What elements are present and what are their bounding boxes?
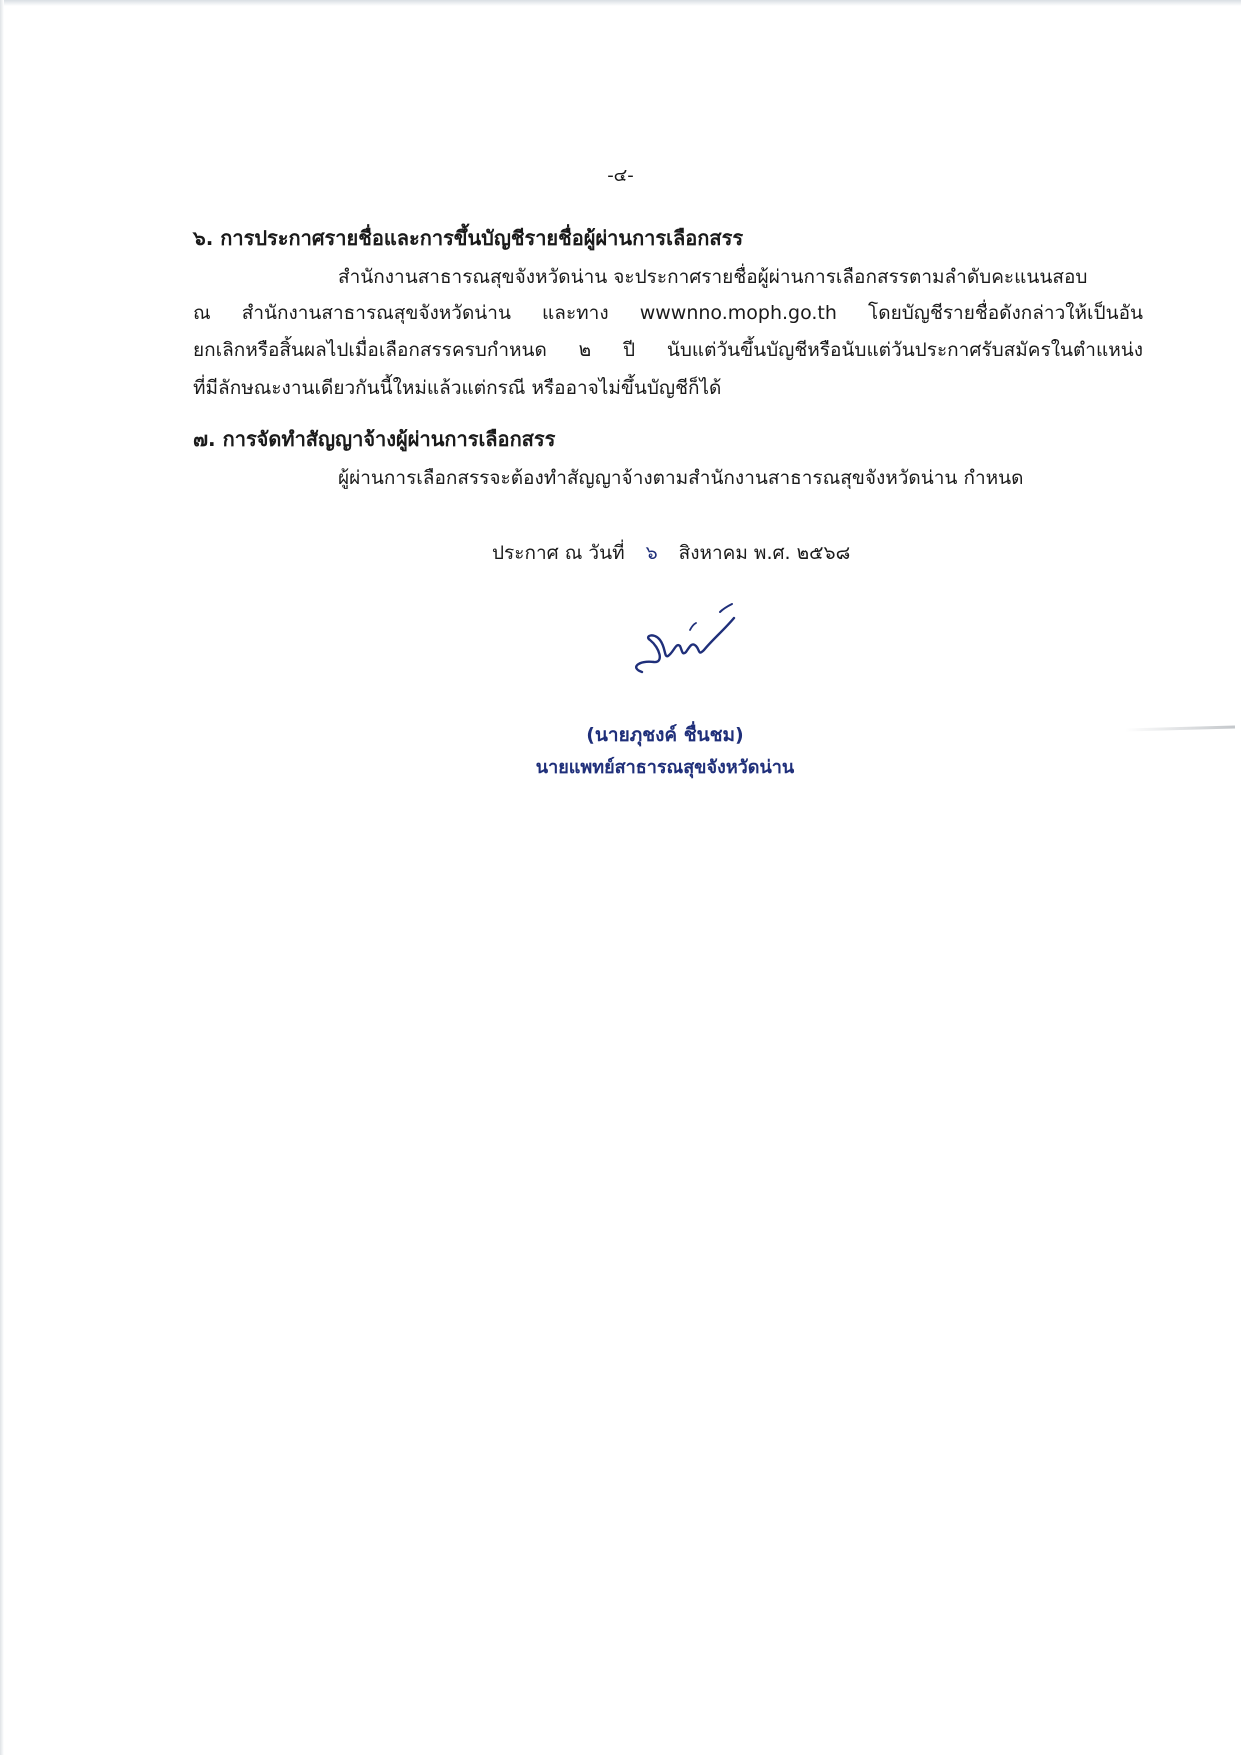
handwritten-signature [620, 590, 740, 680]
section-6-line-1: สำนักงานสาธารณสุขจังหวัดน่าน จะประกาศรายชื่อผู้ผ่านการเลือกสรรตามลำดับคะแนนสอบ [338, 266, 1088, 288]
signer-title: นายแพทย์สาธารณสุขจังหวัดน่าน [535, 757, 795, 778]
section-6-heading: ๖. การประกาศรายชื่อและการขึ้นบัญชีรายชื่อผู้ผ่านการเลือกสรร [193, 226, 744, 250]
section-7-line-1: ผู้ผ่านการเลือกสรรจะต้องทำสัญญาจ้างตามสำนักงานสาธารณสุขจังหวัดน่าน กำหนด [338, 467, 1024, 489]
page-number: -๔- [607, 165, 634, 186]
section-6-line-4: ที่มีลักษณะงานเดียวกันนี้ใหม่แล้วแต่กรณี หรืออาจไม่ขึ้นบัญชีก็ได้ [193, 377, 722, 399]
section-6-line-3: ยกเลิกหรือสิ้นผลไปเมื่อเลือกสรรครบกำหนด ๒ ปี นับแต่วันขึ้นบัญชีหรือนับแต่วันประกาศรับสมัครในตำแหน่ง [193, 339, 1143, 361]
announcement-day: ๖ [645, 542, 658, 564]
section-6-line-2: ณ สำนักงานสาธารณสุขจังหวัดน่าน และทาง wwwnno.moph.go.th โดยบัญชีรายชื่อดังกล่าวให้เป็นอัน [193, 302, 1143, 324]
scan-edge-left [0, 0, 4, 1755]
section-7-heading: ๗. การจัดทำสัญญาจ้างผู้ผ่านการเลือกสรร [193, 427, 556, 451]
announcement-month-year: สิงหาคม พ.ศ. ๒๕๖๘ [678, 542, 851, 564]
announcement-date [492, 538, 850, 568]
scan-edge-top [0, 0, 1241, 6]
announcement-prefix: ประกาศ ณ วันที่ [492, 542, 625, 564]
scan-streak [1125, 726, 1235, 732]
signer-name: (นายภุชงค์ ชื่นชม) [586, 724, 744, 746]
